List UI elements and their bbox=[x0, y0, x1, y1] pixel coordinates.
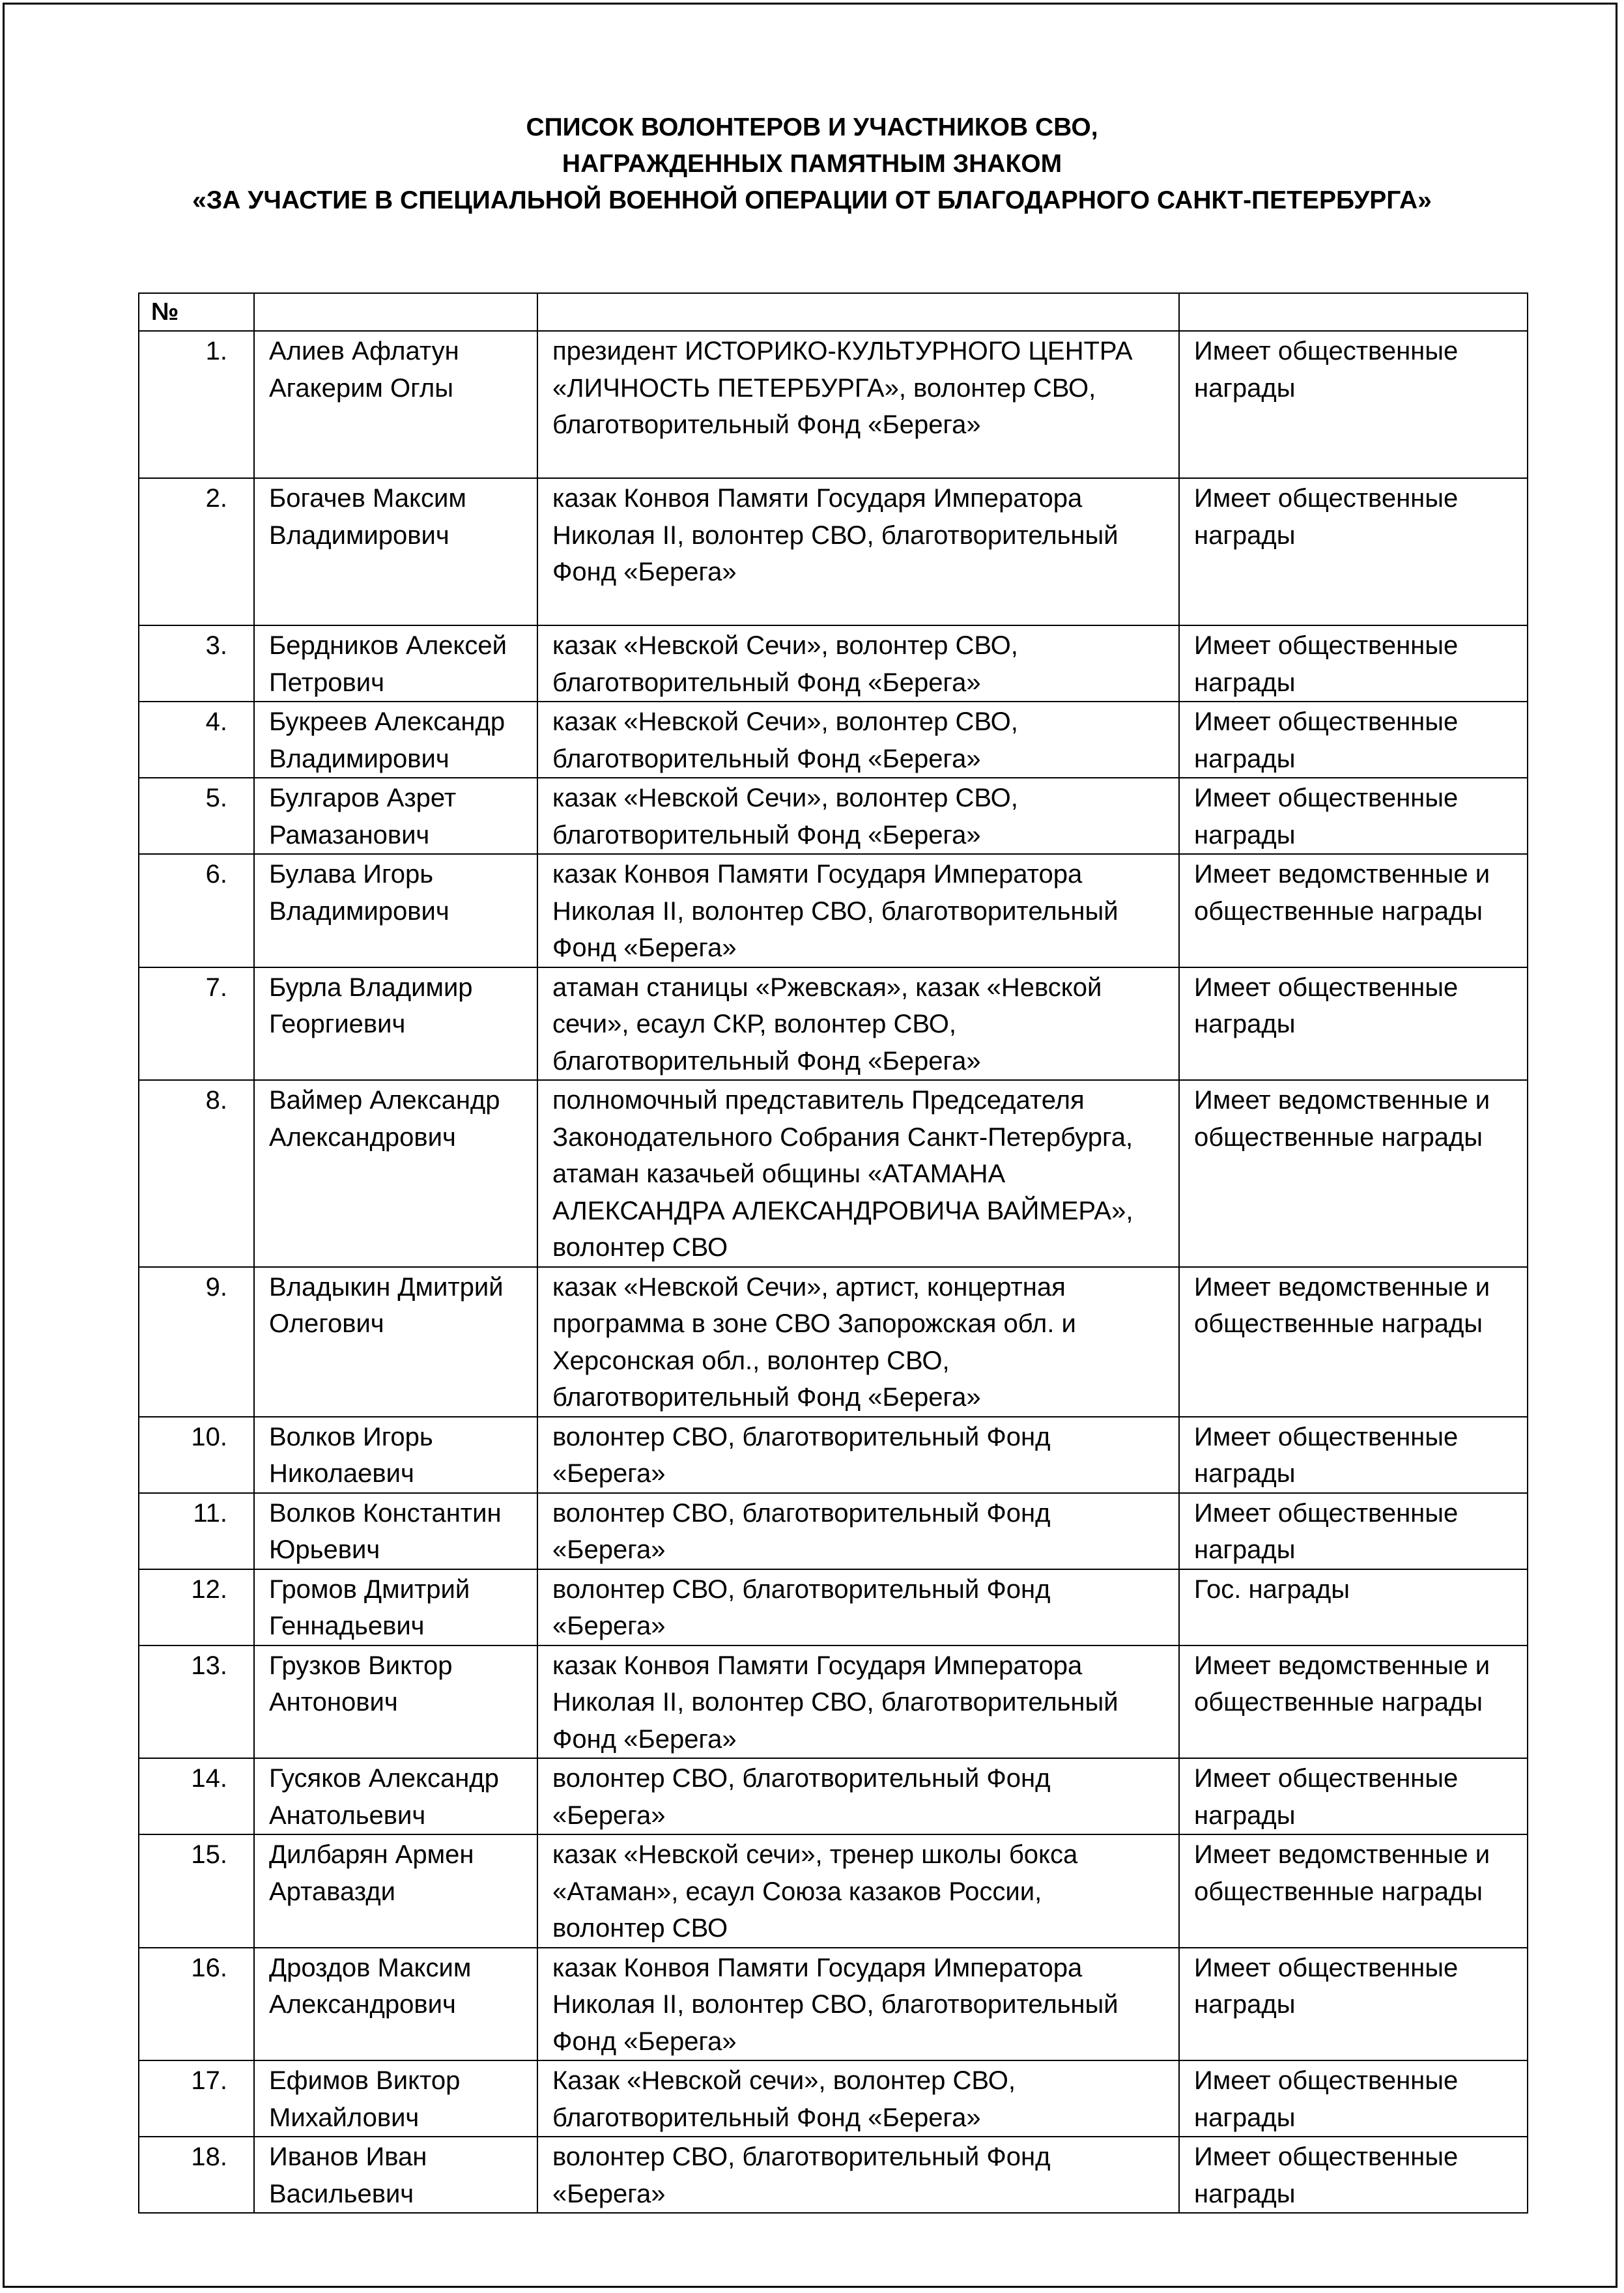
header-name-cell bbox=[254, 293, 537, 331]
row-number: 3. bbox=[139, 625, 254, 702]
person-description-line: казак Конвоя Памяти Государя Императора bbox=[552, 1953, 1083, 1982]
person-description-line: Николая II, волонтер СВО, благотворительный bbox=[552, 1990, 1118, 2019]
title-line-3: «ЗА УЧАСТИЕ В СПЕЦИАЛЬНОЙ ВОЕННОЙ ОПЕРАЦИИ ОТ БЛАГОДАРНОГО САНКТ-ПЕТЕРБУРГА» bbox=[192, 186, 1432, 214]
row-number: 12. bbox=[139, 1569, 254, 1645]
person-description-line: Херсонская обл., волонтер СВО, bbox=[552, 1346, 950, 1375]
person-description bbox=[537, 1834, 1179, 1948]
person-description-line: казак Конвоя Памяти Государя Императора bbox=[552, 1651, 1083, 1680]
table-row bbox=[139, 331, 1528, 478]
table-row bbox=[139, 854, 1528, 967]
person-description-line: казак Конвоя Памяти Государя Императора bbox=[552, 484, 1083, 513]
person-description bbox=[537, 625, 1179, 702]
person-awards bbox=[1179, 967, 1528, 1081]
person-name bbox=[254, 1267, 537, 1417]
person-awards-line: Имеет общественные bbox=[1194, 784, 1459, 812]
table-row bbox=[139, 702, 1528, 778]
person-name bbox=[254, 1493, 537, 1569]
person-description bbox=[537, 778, 1179, 854]
person-awards-line: Имеет общественные bbox=[1194, 337, 1459, 365]
person-description-line: Фонд «Берега» bbox=[552, 2027, 737, 2056]
table-row bbox=[139, 1758, 1528, 1834]
person-description bbox=[537, 854, 1179, 967]
person-name bbox=[254, 331, 537, 478]
person-name-line: Булгаров Азрет bbox=[269, 784, 457, 812]
person-name bbox=[254, 1417, 537, 1493]
person-awards bbox=[1179, 331, 1528, 478]
person-name-line: Бурла Владимир bbox=[269, 973, 473, 1002]
person-name bbox=[254, 2060, 537, 2137]
row-number: 1. bbox=[139, 331, 254, 478]
person-awards bbox=[1179, 1948, 1528, 2061]
row-number: 18. bbox=[139, 2137, 254, 2213]
person-description bbox=[537, 2060, 1179, 2137]
person-awards bbox=[1179, 702, 1528, 778]
person-awards-line: Имеет общественные bbox=[1194, 484, 1459, 513]
person-description bbox=[537, 1267, 1179, 1417]
person-name-line: Гусяков Александр bbox=[269, 1764, 499, 1793]
person-description-line: АЛЕКСАНДРА АЛЕКСАНДРОВИЧА ВАЙМЕРА», bbox=[552, 1196, 1133, 1225]
person-awards bbox=[1179, 1267, 1528, 1417]
row-number: 16. bbox=[139, 1948, 254, 2061]
person-description-line: Фонд «Берега» bbox=[552, 558, 737, 586]
row-number: 14. bbox=[139, 1758, 254, 1834]
row-number: 5. bbox=[139, 778, 254, 854]
table-row bbox=[139, 1569, 1528, 1645]
person-name-line: Бердников Алексей bbox=[269, 631, 507, 660]
person-name-line: Александрович bbox=[269, 1122, 456, 1152]
person-awards bbox=[1179, 2137, 1528, 2213]
person-name bbox=[254, 1569, 537, 1645]
person-name-line: Дроздов Максим bbox=[269, 1953, 472, 1982]
person-name-line: Антонович bbox=[269, 1688, 398, 1716]
person-description bbox=[537, 1948, 1179, 2061]
person-name-line: Иванов Иван bbox=[269, 2143, 427, 2171]
person-awards bbox=[1179, 478, 1528, 625]
person-description-line: «Берега» bbox=[552, 1459, 666, 1488]
person-awards-line: общественные награды bbox=[1194, 896, 1483, 926]
person-description-line: благотворительный Фонд «Берега» bbox=[552, 410, 981, 439]
person-description-line: «Берега» bbox=[552, 1612, 666, 1640]
person-description-line: полномочный представитель Председателя bbox=[552, 1086, 1085, 1115]
person-name-line: Николаевич bbox=[269, 1459, 414, 1488]
person-description-line: Фонд «Берега» bbox=[552, 1724, 737, 1754]
person-description-line: волонтер СВО, благотворительный Фонд bbox=[552, 2143, 1051, 2171]
table-row bbox=[139, 1948, 1528, 2061]
person-name-line: Михайлович bbox=[269, 2103, 420, 2132]
person-awards bbox=[1179, 1758, 1528, 1834]
person-awards-line: награды bbox=[1194, 1535, 1296, 1564]
person-awards-line: Имеет ведомственные и bbox=[1194, 1840, 1490, 1869]
person-description bbox=[537, 1080, 1179, 1267]
person-name-line: Букреев Александр bbox=[269, 707, 506, 736]
row-number: 6. bbox=[139, 854, 254, 967]
person-awards-line: Имеет общественные bbox=[1194, 1953, 1459, 1982]
person-name bbox=[254, 702, 537, 778]
person-awards-line: Гос. награды bbox=[1194, 1574, 1350, 1604]
person-awards-line: Имеет ведомственные и bbox=[1194, 1272, 1490, 1302]
person-description-line: Николая II, волонтер СВО, благотворительный bbox=[552, 520, 1118, 550]
person-description-line: «Берега» bbox=[552, 1535, 666, 1564]
person-awards-line: Имеет общественные bbox=[1194, 973, 1459, 1002]
row-number: 15. bbox=[139, 1834, 254, 1948]
row-number: 8. bbox=[139, 1080, 254, 1267]
person-name bbox=[254, 967, 537, 1081]
person-name-line: Владимирович bbox=[269, 896, 449, 926]
person-name-line: Агакерим Оглы bbox=[269, 373, 453, 403]
table-row bbox=[139, 1080, 1528, 1267]
person-description-line: волонтер СВО bbox=[552, 1233, 728, 1262]
person-description-line: Николая II, волонтер СВО, благотворительный bbox=[552, 896, 1118, 926]
person-name-line: Дилбарян Армен bbox=[269, 1840, 474, 1869]
person-name-line: Георгиевич bbox=[269, 1010, 406, 1038]
person-awards-line: Имеет общественные bbox=[1194, 2143, 1459, 2171]
person-name bbox=[254, 625, 537, 702]
row-number: 7. bbox=[139, 967, 254, 1081]
person-awards-line: общественные награды bbox=[1194, 1877, 1483, 1906]
row-number: 10. bbox=[139, 1417, 254, 1493]
person-description-line: Законодательного Собрания Санкт-Петербурга, bbox=[552, 1122, 1133, 1152]
person-description-line: благотворительный Фонд «Берега» bbox=[552, 668, 981, 697]
person-description-line: «ЛИЧНОСТЬ ПЕТЕРБУРГА», волонтер СВО, bbox=[552, 373, 1096, 403]
person-description-line: казак «Невской Сечи», артист, концертная bbox=[552, 1272, 1066, 1302]
row-number: 9. bbox=[139, 1267, 254, 1417]
person-description-line: благотворительный Фонд «Берега» bbox=[552, 2103, 981, 2132]
row-number: 4. bbox=[139, 702, 254, 778]
person-description-line: благотворительный Фонд «Берега» bbox=[552, 1383, 981, 1412]
person-awards-line: награды bbox=[1194, 820, 1296, 849]
person-description bbox=[537, 2137, 1179, 2213]
person-awards-line: награды bbox=[1194, 2179, 1296, 2208]
person-description bbox=[537, 478, 1179, 625]
person-awards-line: награды bbox=[1194, 1010, 1296, 1038]
table-row bbox=[139, 1417, 1528, 1493]
person-description bbox=[537, 967, 1179, 1081]
title-line-2: НАГРАЖДЕННЫХ ПАМЯТНЫМ ЗНАКОМ bbox=[562, 150, 1062, 178]
person-description-line: президент ИСТОРИКО-КУЛЬТУРНОГО ЦЕНТРА bbox=[552, 337, 1133, 365]
person-name-line: Владимирович bbox=[269, 744, 449, 773]
person-description-line: Фонд «Берега» bbox=[552, 933, 737, 962]
table-row bbox=[139, 2137, 1528, 2213]
title-line-1: СПИСОК ВОЛОНТЕРОВ И УЧАСТНИКОВ СВО, bbox=[526, 113, 1098, 141]
person-description bbox=[537, 1758, 1179, 1834]
table-row bbox=[139, 1493, 1528, 1569]
person-description-line: атаман станицы «Ржевская», казак «Невской bbox=[552, 973, 1102, 1002]
person-name-line: Анатольевич bbox=[269, 1801, 426, 1830]
person-awards-line: награды bbox=[1194, 744, 1296, 773]
person-awards bbox=[1179, 854, 1528, 967]
person-name-line: Волков Игорь bbox=[269, 1422, 433, 1451]
person-name bbox=[254, 778, 537, 854]
person-awards-line: награды bbox=[1194, 2103, 1296, 2132]
person-awards-line: Имеет общественные bbox=[1194, 707, 1459, 736]
person-awards-line: Имеет ведомственные и bbox=[1194, 860, 1490, 889]
table-row bbox=[139, 1645, 1528, 1759]
person-description-line: волонтер СВО bbox=[552, 1914, 728, 1943]
person-description-line: «Берега» bbox=[552, 1801, 666, 1830]
table-row bbox=[139, 967, 1528, 1081]
person-name bbox=[254, 2137, 537, 2213]
number-sign: № bbox=[151, 298, 179, 326]
table-row bbox=[139, 2060, 1528, 2137]
person-description-line: «Атаман», есаул Союза казаков России, bbox=[552, 1877, 1042, 1906]
person-description-line: благотворительный Фонд «Берега» bbox=[552, 1046, 981, 1075]
person-name bbox=[254, 478, 537, 625]
row-number: 2. bbox=[139, 478, 254, 625]
person-description-line: казак Конвоя Памяти Государя Императора bbox=[552, 860, 1083, 889]
person-awards-line: Имеет общественные bbox=[1194, 1498, 1459, 1528]
person-description-line: волонтер СВО, благотворительный Фонд bbox=[552, 1574, 1051, 1604]
person-awards-line: награды bbox=[1194, 520, 1296, 550]
person-name bbox=[254, 1758, 537, 1834]
person-name bbox=[254, 1948, 537, 2061]
table-row bbox=[139, 1834, 1528, 1948]
person-awards-line: общественные награды bbox=[1194, 1309, 1483, 1338]
person-awards-line: награды bbox=[1194, 373, 1296, 403]
person-description bbox=[537, 331, 1179, 478]
person-name-line: Васильевич bbox=[269, 2179, 414, 2208]
person-awards-line: награды bbox=[1194, 668, 1296, 697]
header-description-cell bbox=[537, 293, 1179, 331]
person-awards bbox=[1179, 2060, 1528, 2137]
row-number: 13. bbox=[139, 1645, 254, 1759]
person-awards-line: общественные награды bbox=[1194, 1688, 1483, 1716]
person-description-line: Николая II, волонтер СВО, благотворительный bbox=[552, 1688, 1118, 1716]
table-row bbox=[139, 478, 1528, 625]
person-name-line: Александрович bbox=[269, 1990, 456, 2019]
row-number: 17. bbox=[139, 2060, 254, 2137]
person-description-line: казак «Невской сечи», тренер школы бокса bbox=[552, 1840, 1078, 1869]
row-number: 11. bbox=[139, 1493, 254, 1569]
person-description-line: казак «Невской Сечи», волонтер СВО, bbox=[552, 784, 1018, 812]
person-awards-line: Имеет ведомственные и bbox=[1194, 1651, 1490, 1680]
person-name-line: Грузков Виктор bbox=[269, 1651, 453, 1680]
person-name-line: Булава Игорь bbox=[269, 860, 434, 889]
table-row bbox=[139, 1267, 1528, 1417]
person-description-line: «Берега» bbox=[552, 2179, 666, 2208]
person-name-line: Алиев Афлатун bbox=[269, 337, 459, 365]
person-name-line: Олегович bbox=[269, 1309, 384, 1338]
person-description bbox=[537, 702, 1179, 778]
document-title bbox=[0, 109, 1624, 219]
person-description-line: атаман казачьей общины «АТАМАНА bbox=[552, 1160, 1006, 1188]
header-number-cell bbox=[139, 293, 254, 331]
person-name-line: Громов Дмитрий bbox=[269, 1574, 470, 1604]
person-awards-line: Имеет ведомственные и bbox=[1194, 1086, 1490, 1115]
person-description-line: волонтер СВО, благотворительный Фонд bbox=[552, 1764, 1051, 1793]
person-description-line: благотворительный Фонд «Берега» bbox=[552, 820, 981, 849]
person-description-line: волонтер СВО, благотворительный Фонд bbox=[552, 1498, 1051, 1528]
person-name-line: Артавазди bbox=[269, 1877, 395, 1906]
header-awards-cell bbox=[1179, 293, 1528, 331]
person-awards-line: Имеет общественные bbox=[1194, 631, 1459, 660]
table-body bbox=[139, 293, 1528, 2213]
person-description-line: Казак «Невской сечи», волонтер СВО, bbox=[552, 2066, 1016, 2095]
person-description-line: волонтер СВО, благотворительный Фонд bbox=[552, 1422, 1051, 1451]
table-row bbox=[139, 625, 1528, 702]
person-description-line: благотворительный Фонд «Берега» bbox=[552, 744, 981, 773]
person-description-line: казак «Невской Сечи», волонтер СВО, bbox=[552, 631, 1018, 660]
person-awards-line: награды bbox=[1194, 1990, 1296, 2019]
person-name-line: Ефимов Виктор bbox=[269, 2066, 461, 2095]
person-name-line: Юрьевич bbox=[269, 1535, 380, 1564]
table-header-row bbox=[139, 293, 1528, 331]
person-awards bbox=[1179, 778, 1528, 854]
person-name-line: Владыкин Дмитрий bbox=[269, 1272, 504, 1302]
person-name bbox=[254, 854, 537, 967]
person-description bbox=[537, 1645, 1179, 1759]
person-awards bbox=[1179, 1834, 1528, 1948]
person-description-line: казак «Невской Сечи», волонтер СВО, bbox=[552, 707, 1018, 736]
person-description bbox=[537, 1417, 1179, 1493]
person-name bbox=[254, 1834, 537, 1948]
person-description bbox=[537, 1493, 1179, 1569]
person-awards bbox=[1179, 1417, 1528, 1493]
person-name-line: Петрович bbox=[269, 668, 384, 697]
person-awards bbox=[1179, 1569, 1528, 1645]
awardees-table bbox=[138, 292, 1528, 2214]
person-description-line: программа в зоне СВО Запорожская обл. и bbox=[552, 1309, 1076, 1338]
person-name bbox=[254, 1645, 537, 1759]
person-awards-line: Имеет общественные bbox=[1194, 1422, 1459, 1451]
person-awards-line: общественные награды bbox=[1194, 1122, 1483, 1152]
person-awards bbox=[1179, 625, 1528, 702]
person-awards-line: награды bbox=[1194, 1459, 1296, 1488]
person-awards-line: Имеет общественные bbox=[1194, 2066, 1459, 2095]
person-awards bbox=[1179, 1080, 1528, 1267]
person-awards-line: Имеет общественные bbox=[1194, 1764, 1459, 1793]
person-awards-line: награды bbox=[1194, 1801, 1296, 1830]
table-row bbox=[139, 778, 1528, 854]
person-description bbox=[537, 1569, 1179, 1645]
person-name-line: Волков Константин bbox=[269, 1498, 502, 1528]
person-name-line: Владимирович bbox=[269, 520, 449, 550]
person-name bbox=[254, 1080, 537, 1267]
person-name-line: Ваймер Александр bbox=[269, 1086, 500, 1115]
person-awards bbox=[1179, 1645, 1528, 1759]
person-awards bbox=[1179, 1493, 1528, 1569]
person-name-line: Геннадьевич bbox=[269, 1612, 425, 1640]
person-name-line: Богачев Максим bbox=[269, 484, 466, 513]
person-name-line: Рамазанович bbox=[269, 820, 430, 849]
person-description-line: сечи», есаул СКР, волонтер СВО, bbox=[552, 1010, 956, 1038]
